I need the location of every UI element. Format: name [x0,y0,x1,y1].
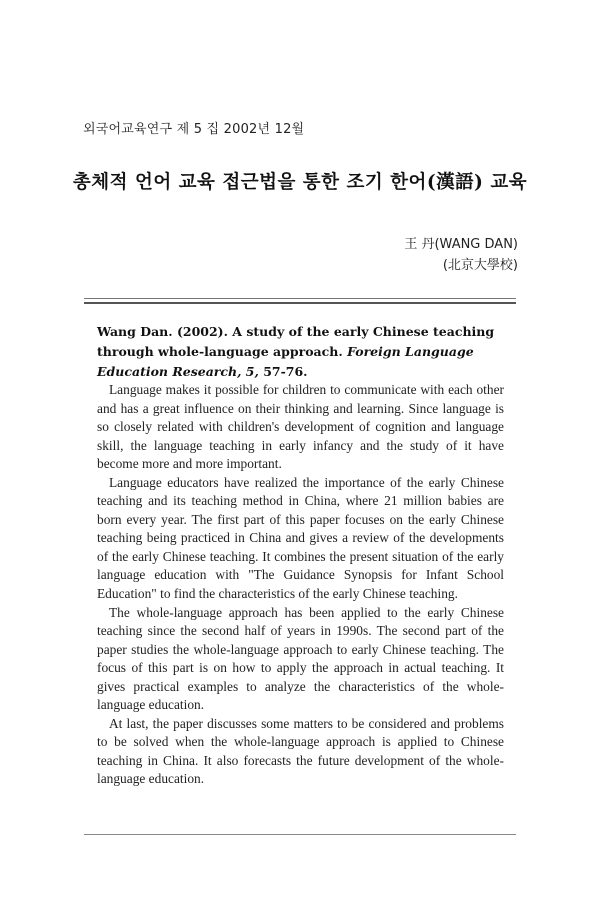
bottom-rule [84,834,516,835]
author-affiliation: (北京大學校) [442,258,518,273]
citation-article-title: A study of the early Chinese teaching through whole-language approach. [97,324,495,359]
author-block [404,234,518,276]
top-rule-thin [84,298,516,299]
citation-journal: Foreign Language Education Research, 5, [97,344,474,379]
citation-pages: 57-76. [263,364,308,379]
paper-title: 총체적 언어 교육 접근법을 통한 조기 한어(漢語) 교육 [72,172,528,193]
abstract-paragraph: Language educators have realized the importance of the early Chinese teaching and its teaching method in China, where 21 million babies are born every year. The first part of this paper focuses on the early Chinese teaching being practiced in China and gives a review of the developments of the early Chinese teaching. It combines the present situation of the early language education with "The Guidance Synopsis for Infant School Education" to find the characteristics of the early Chinese teaching. [97,474,504,602]
citation-authors-year: Wang Dan. (2002). [97,324,228,339]
author-name: 王 丹(WANG DAN) [404,237,518,252]
abstract [97,381,504,789]
journal-header: 외국어교육연구 제 5 집 2002년 12월 [83,122,305,137]
abstract-paragraph: Language makes it possible for children to communicate with each other and has a great influence on their thinking and learning. Since language is so closely related with children's development of cognition and language skill, the language teaching in early infancy and the study of it have become more and more important. [97,382,504,472]
abstract-paragraph: At last, the paper discusses some matters to be considered and problems to be solved when the whole-language approach is applied to Chinese teaching in China. It also forecasts the future development of the whole-language education. [97,715,504,787]
citation [97,322,501,382]
abstract-paragraph: The whole-language approach has been applied to the early Chinese teaching since the second half of years in 1990s. The second part of the paper studies the whole-language approach to early Chinese teaching. The focus of this part is on how to apply the approach in actual teaching. It gives practical examples to analyze the characteristics of the whole-language education. [97,604,504,713]
top-rule-thick [84,302,516,304]
